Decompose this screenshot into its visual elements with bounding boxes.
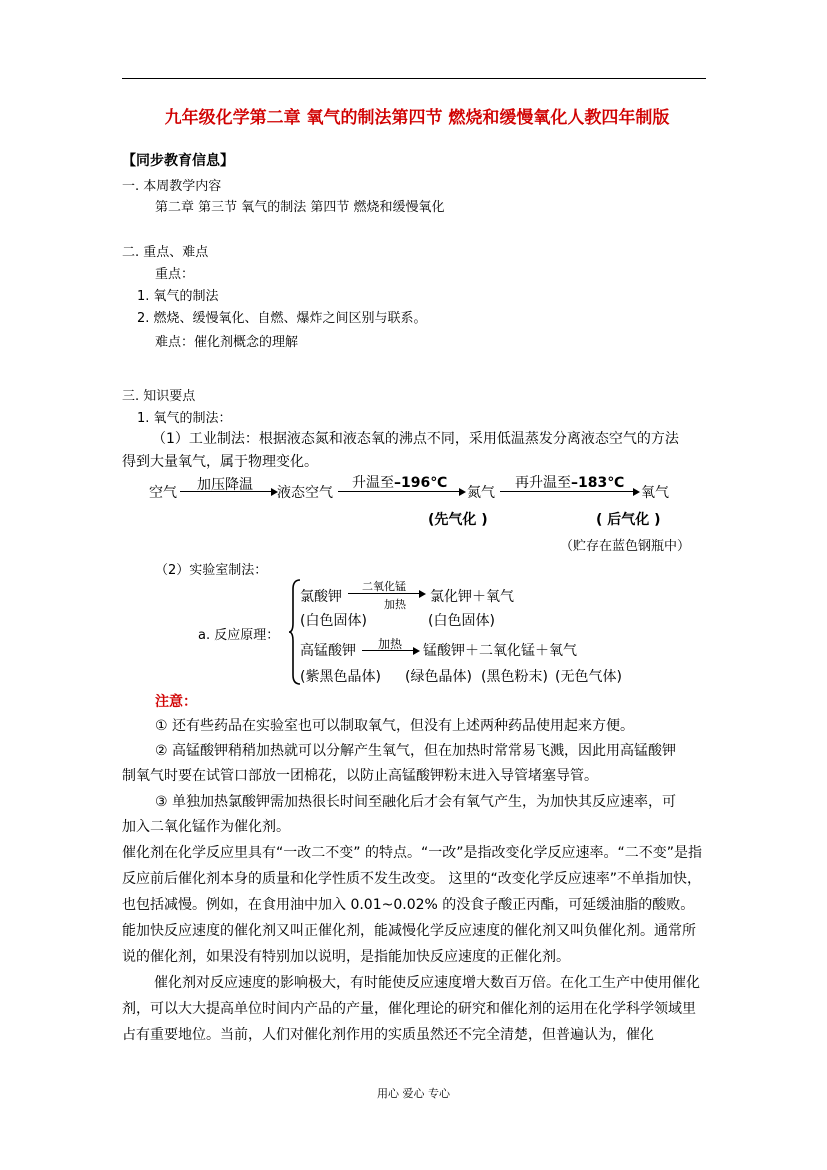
s2-difficult: 难点：催化剂概念的理解 xyxy=(155,335,299,350)
r2-reactant: 高锰酸钾 xyxy=(300,643,356,659)
catalyst-paragraph-2: 催化剂对反应速度的影响极大，有时能使反应速度增大数百万倍。在化工生产中使用催化剂，可以大大提高单位时间内产品的产量，催化理论的研究和催化剂的运用在化学科学领域里占有重要地位。当前，人们对催化剂作用的实质虽然还不完全清楚，但普遍认为，催化 xyxy=(122,975,700,1043)
flow-oxygen: 氧气 xyxy=(641,485,669,501)
flow-air: 空气 xyxy=(149,485,177,501)
section-header: 【同步教育信息】 xyxy=(122,153,234,169)
r2-state4: (无色气体) xyxy=(555,669,622,685)
flow-note3: （贮存在蓝色钢瓶中） xyxy=(560,539,691,554)
r2-condition: 加热 xyxy=(378,637,403,651)
note-3-line2: 加入二氧化锰作为催化剂。 xyxy=(122,819,290,835)
catalyst-paragraph: 催化剂在化学反应里具有“一改二不变” 的特点。“一改”是指改变化学反应速率。“二不变”是指反应前后催化剂本身的质量和化学性质不发生改变。 这里的“改变化学反应速率”不单指加快，也包括减慢。例如，在食用油中加入 0.01~0.02% 的没食子酸正丙酯，可延缓油脂的酸败。能加快反应速度的催化剂又叫正催化剂，能减慢化学反应速度的催化剂又叫负催化剂。通常所说的催化剂，如果没有特别加以说明，是指能加快反应速度的正催化剂。 xyxy=(122,845,702,965)
flow-arrow-3 xyxy=(500,491,638,492)
flow-step1: 加压降温 xyxy=(197,477,253,493)
flow-arrow-2 xyxy=(338,491,464,492)
s3-item1: 1. 氧气的制法： xyxy=(137,411,232,426)
s2-key-label: 重点： xyxy=(155,267,195,282)
flow-note2: ( 后气化 ) xyxy=(596,512,661,528)
industrial-line1: （1）工业制法：根据液态氮和液态氧的沸点不同，采用低温蒸发分离液态空气的方法 xyxy=(152,431,679,447)
flow-temp1: –196℃ xyxy=(394,475,448,491)
s2-heading: 二. 重点、难点 xyxy=(122,245,209,260)
flow-note1: (先气化 ) xyxy=(428,512,488,528)
flow-nitrogen: 氮气 xyxy=(467,485,495,501)
s3-heading: 三. 知识要点 xyxy=(122,389,196,404)
flow-step3-text: 再升温至 xyxy=(515,475,571,491)
r1-arrow xyxy=(348,593,424,594)
note-3-line1: ③ 单独加热氯酸钾需加热很长时间至融化后才会有氧气产生，为加快其反应速率，可 xyxy=(155,794,676,810)
flow-arrow-1 xyxy=(180,491,276,492)
s1-heading: 一. 本周教学内容 xyxy=(122,179,222,194)
r1-products: 氯化钾＋氧气 xyxy=(430,589,514,605)
page-title: 九年级化学第二章 氧气的制法第四节 燃烧和缓慢氧化人教四年制版 xyxy=(164,108,670,128)
r1-condition: 加热 xyxy=(384,598,406,611)
r2-state1: (紫黑色晶体) xyxy=(300,669,381,685)
r2-products: 锰酸钾＋二氧化锰＋氧气 xyxy=(423,643,577,659)
note-2-line2: 制氧气时要在试管口部放一团棉花，以防止高锰酸钾粉末进入导管堵塞导管。 xyxy=(122,768,598,784)
s2-item2: 2. 燃烧、缓慢氧化、自燃、爆炸之间区别与联系。 xyxy=(137,311,427,326)
r1-catalyst: 二氧化锰 xyxy=(362,580,406,593)
r1-state1: (白色固体) xyxy=(300,613,367,629)
note-1: ① 还有些药品在实验室也可以制取氧气，但没有上述两种药品使用起来方便。 xyxy=(155,718,634,734)
notes-label: 注意： xyxy=(155,694,197,710)
s1-content: 第二章 第三节 氧气的制法 第四节 燃烧和缓慢氧化 xyxy=(155,200,445,215)
flow-temp2: –183℃ xyxy=(571,475,625,491)
reaction-label: a. 反应原理： xyxy=(198,628,280,643)
s2-item1: 1. 氧气的制法 xyxy=(137,289,219,304)
r1-state2: (白色固体) xyxy=(428,613,495,629)
flow-step3 xyxy=(515,470,624,496)
lab-label: （2）实验室制法： xyxy=(155,563,268,578)
flow-liquid-air: 液态空气 xyxy=(277,485,333,501)
industrial-line2: 得到大量氧气，属于物理变化。 xyxy=(122,454,318,470)
flow-step2-text: 升温至 xyxy=(352,475,394,491)
r2-state3: (黑色粉末) xyxy=(481,669,548,685)
r2-arrow xyxy=(362,650,418,651)
r1-reactant: 氯酸钾 xyxy=(300,589,342,605)
page-footer: 用心 爱心 专心 xyxy=(377,1087,450,1100)
note-2-line1: ② 高锰酸钾稍稍加热就可以分解产生氧气，但在加热时常常易飞溅，因此用高锰酸钾 xyxy=(155,743,676,759)
flow-step2 xyxy=(352,470,447,496)
r2-state2: (绿色晶体) xyxy=(405,669,472,685)
header-rule xyxy=(122,78,706,79)
